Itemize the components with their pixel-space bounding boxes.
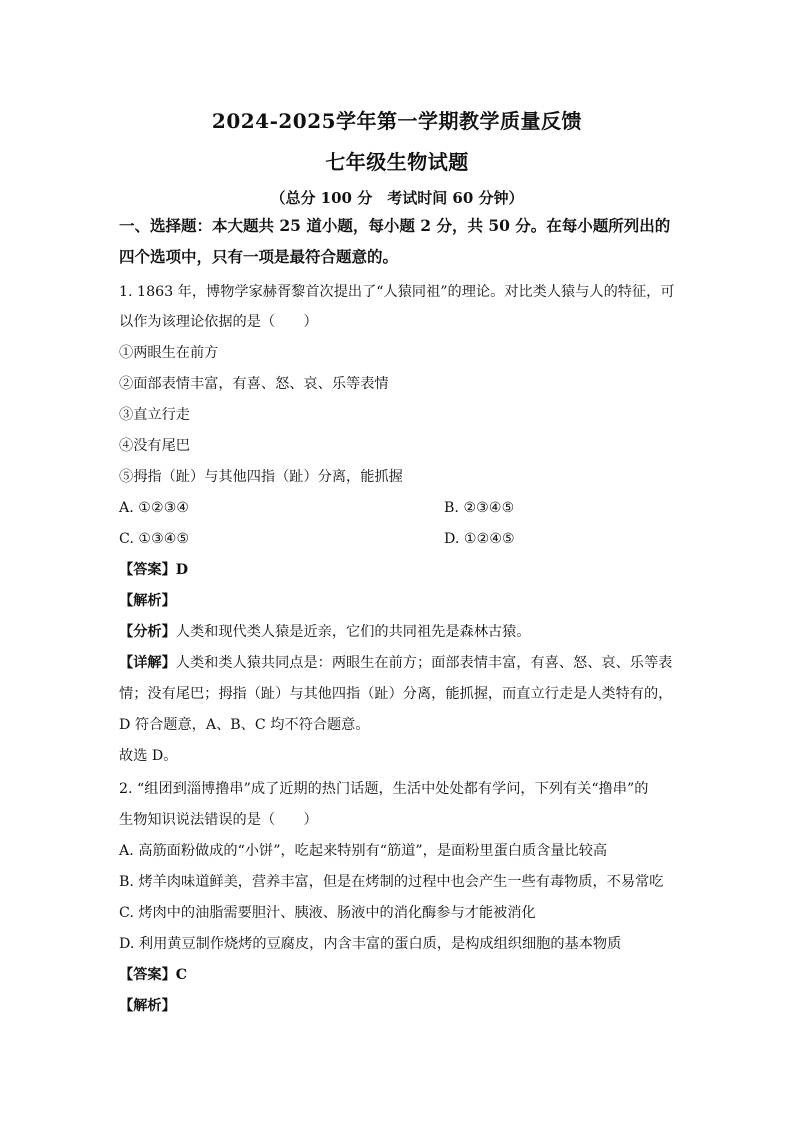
- section-heading-line1: 一、选择题：本大题共 25 道小题，每小题 2 分，共 50 分。在每小题所列出的: [119, 216, 671, 235]
- fenxi-text: 人类和现代类人猿是近亲，它们的共同祖先是森林古猿。: [175, 624, 531, 640]
- fenxi-tag: 【分析】: [119, 624, 176, 640]
- q1-option-b: B. ②③④⑤: [444, 500, 515, 516]
- score-info: （总分 100 分 考试时间 60 分钟）: [270, 189, 524, 207]
- analysis-tag: 【解析】: [119, 593, 176, 609]
- q1-answer-line: [119, 560, 188, 580]
- q1-item-5: ⑤拇指（趾）与其他四指（趾）分离，能抓握: [119, 469, 403, 485]
- q1-option-d: D. ①②④⑤: [444, 531, 515, 547]
- q1-item-4: ④没有尾巴: [119, 438, 190, 454]
- q1-stem-line1: 1. 1863 年，博物学家赫胥黎首次提出了“人猿同祖”的理论。对比类人猿与人的特征，可: [119, 284, 675, 300]
- q1-item-2: ②面部表情丰富，有喜、怒、哀、乐等表情: [119, 376, 389, 392]
- q1-xiangjie-line2: 情；没有尾巴；拇指（趾）与其他四指（趾）分离，能抓握，而直立行走是人类特有的，: [119, 686, 673, 702]
- analysis-tag: 【解析】: [119, 998, 176, 1014]
- q1-option-a: A. ①②③④: [119, 500, 190, 516]
- q2-option-a: A. 高筋面粉做成的“小饼”，吃起来特别有“筋道”，是面粉里蛋白质含量比较高: [119, 843, 608, 859]
- q1-xiangjie-line1: [119, 653, 672, 673]
- q1-item-1: ①两眼生在前方: [119, 345, 219, 361]
- page-subtitle: 七年级生物试题: [325, 150, 469, 174]
- section-heading-line2: 四个选项中，只有一项是最符合题意的。: [119, 247, 399, 266]
- q1-conclusion: 故选 D。: [119, 748, 178, 764]
- q2-option-b: B. 烤羊肉味道鲜美，营养丰富，但是在烤制的过程中也会产生一些有毒物质，不易常吃: [119, 874, 664, 890]
- page-title: 2024-2025学年第一学期教学质量反馈: [211, 109, 583, 133]
- xiangjie-tag: 【详解】: [119, 655, 176, 671]
- q1-stem-line2: 以作为该理论依据的是（ ）: [119, 314, 318, 330]
- q1-xiangjie-line3: D 符合题意，A、B、C 均不符合题意。: [119, 717, 370, 733]
- q2-option-c: C. 烤肉中的油脂需要胆汁、胰液、肠液中的消化酶参与才能被消化: [119, 905, 536, 921]
- answer-value: D: [175, 562, 189, 578]
- answer-tag: 【答案】: [119, 967, 176, 983]
- q1-fenxi-line: [119, 622, 530, 642]
- xiangjie-text-1: 人类和类人猿共同点是：两眼生在前方；面部表情丰富，有喜、怒、哀、乐等表: [175, 655, 673, 671]
- q1-item-3: ③直立行走: [119, 407, 190, 423]
- q2-stem-line2: 生物知识说法错误的是（ ）: [119, 812, 318, 828]
- q2-option-d: D. 利用黄豆制作烧烤的豆腐皮，内含丰富的蛋白质，是构成组织细胞的基本物质: [119, 936, 622, 952]
- q2-answer-line: [119, 965, 187, 985]
- answer-value: C: [175, 967, 188, 983]
- q2-stem-line1: 2. “组团到淄博撸串”成了近期的热门话题，生活中处处都有学问，下列有关“撸串”的: [119, 781, 649, 797]
- q1-option-c: C. ①③④⑤: [119, 531, 190, 547]
- answer-tag: 【答案】: [119, 562, 176, 578]
